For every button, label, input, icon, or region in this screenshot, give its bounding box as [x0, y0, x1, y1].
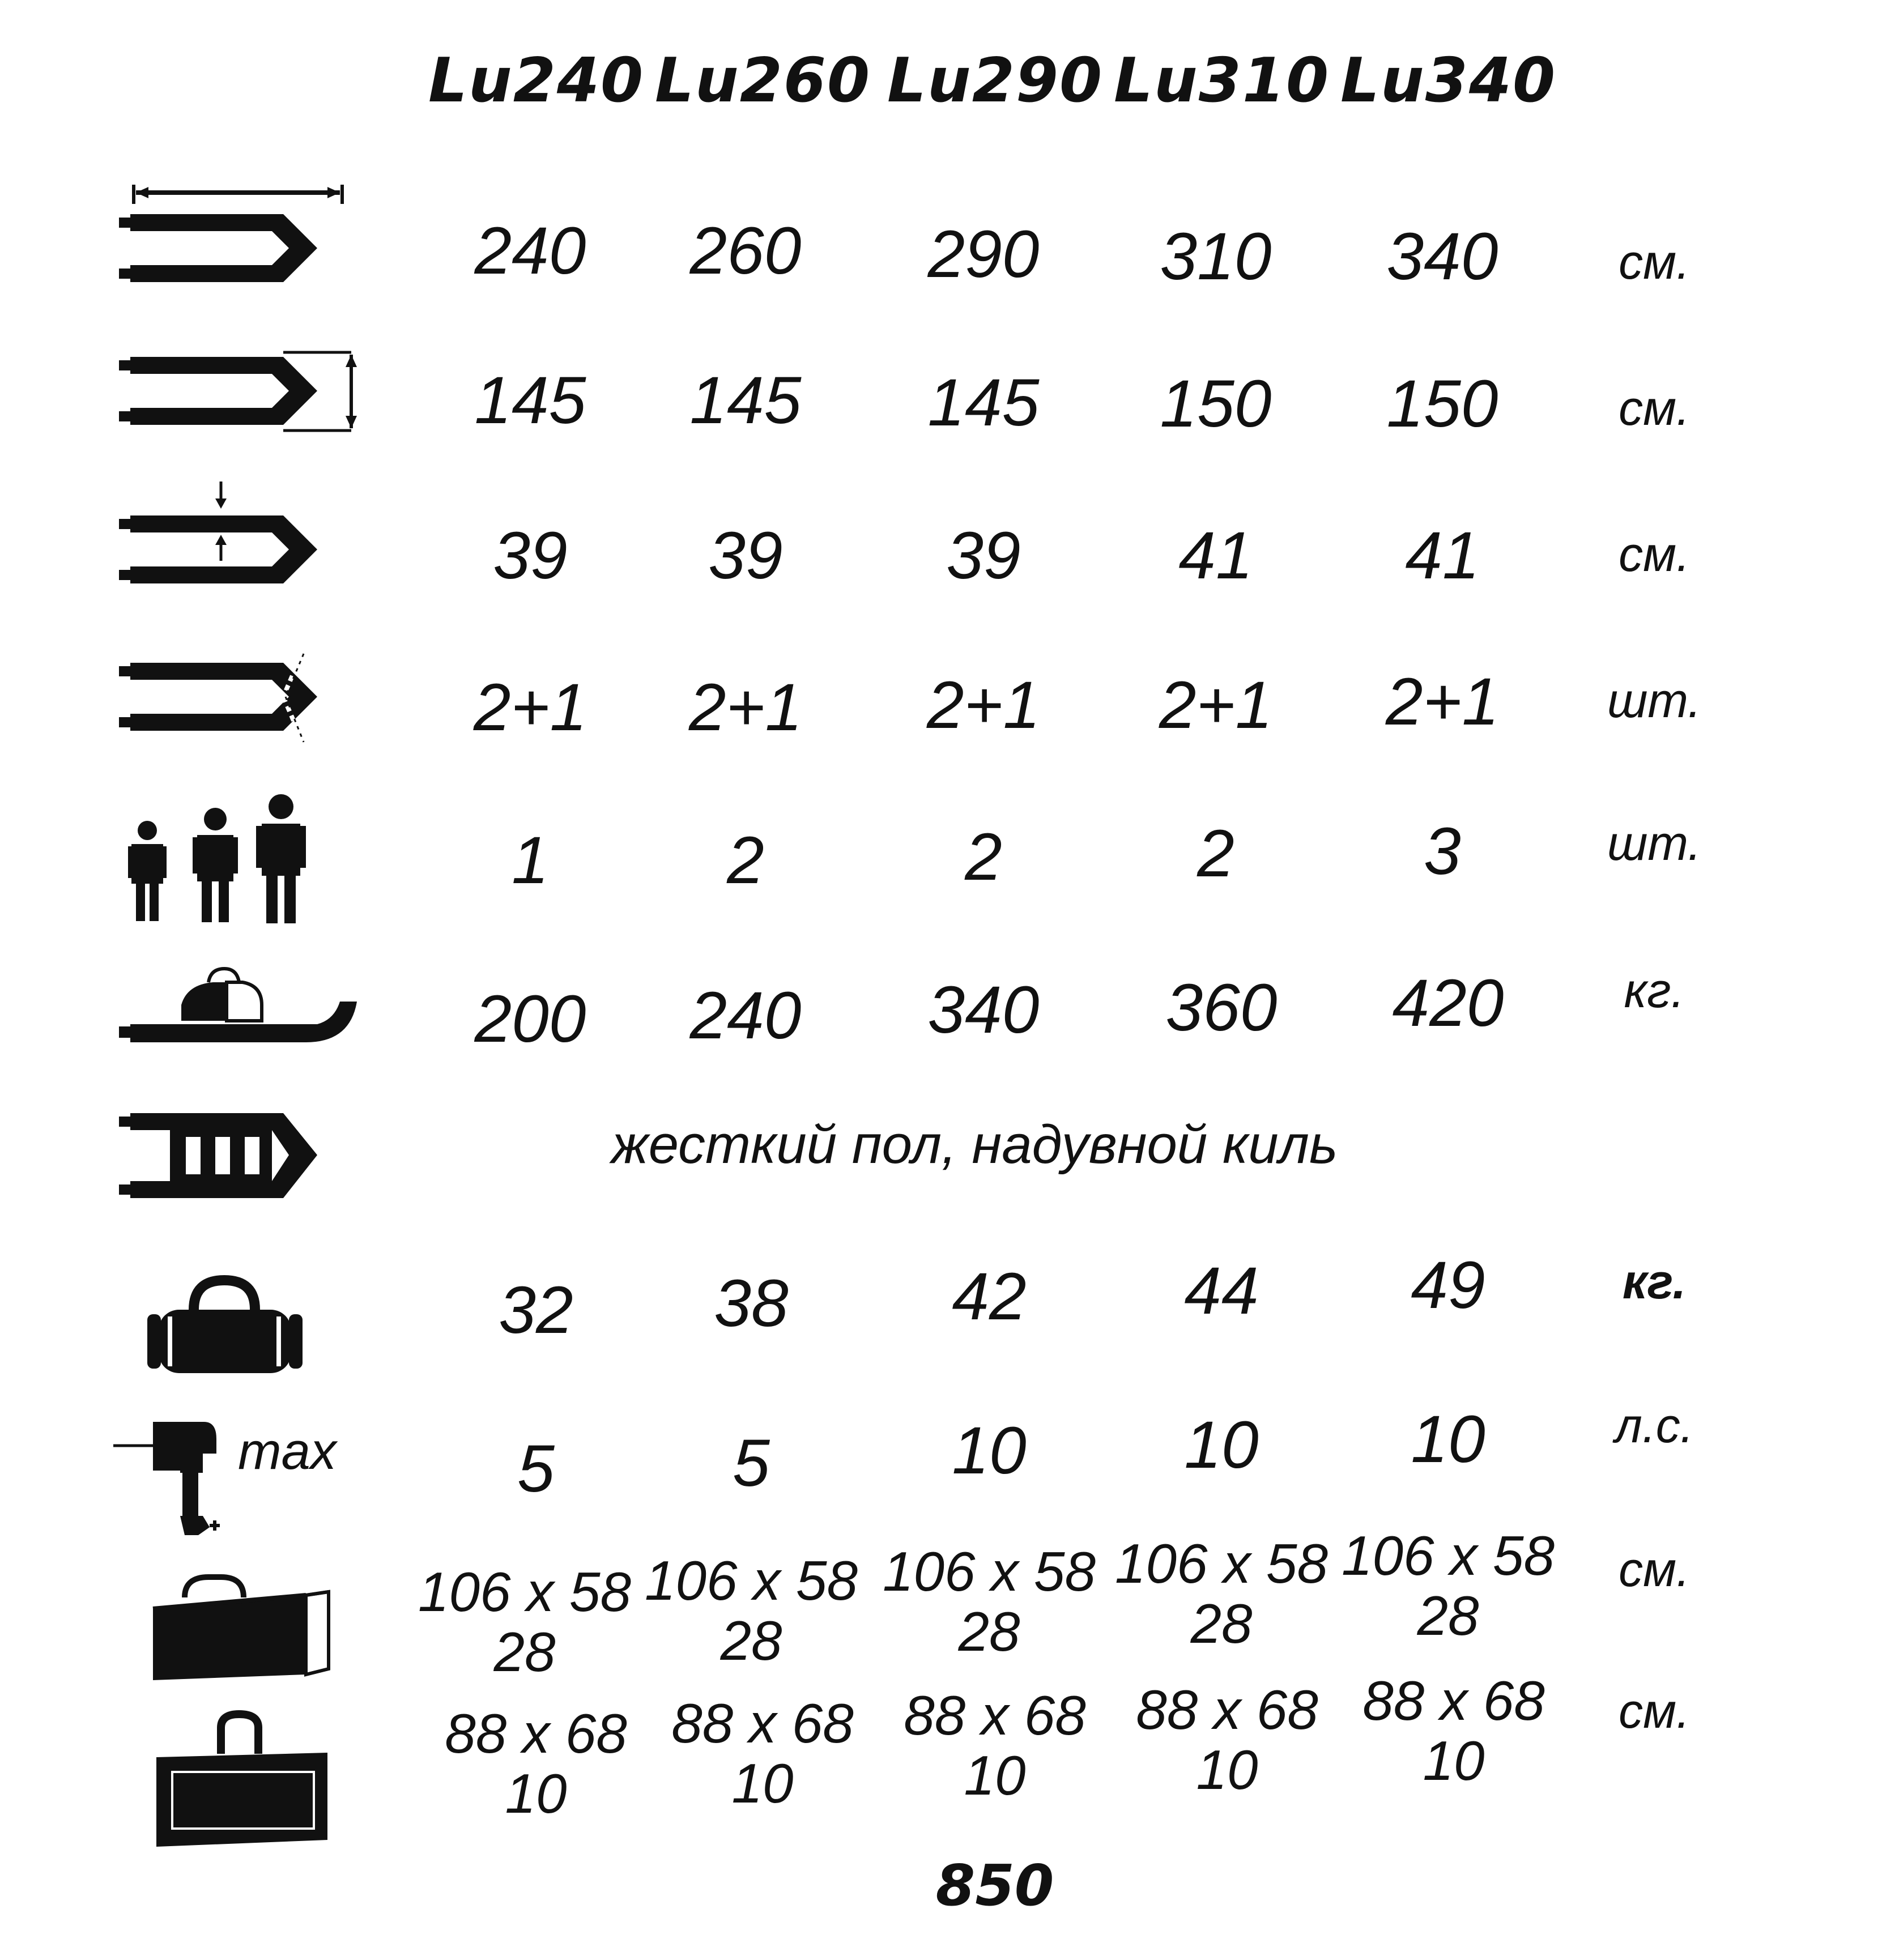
max-label: max: [238, 1422, 337, 1480]
model-header: Lu310: [1114, 45, 1330, 116]
value-cell: 310: [1160, 219, 1272, 294]
value-cell: [882, 1542, 1097, 1662]
model-header: Lu340: [1340, 45, 1557, 116]
unit-label: см.: [1619, 1684, 1690, 1739]
unit-label: см.: [1619, 235, 1690, 289]
value-cell: 240: [474, 214, 586, 288]
value-cell: 145: [927, 365, 1040, 440]
package-depth: 28: [1417, 1584, 1479, 1647]
value-cell: 2+1: [1385, 664, 1500, 739]
value-cell: 240: [689, 978, 802, 1053]
boat-weight-bag-icon: [113, 1269, 329, 1382]
value-cell: [655, 1694, 870, 1814]
value-cell: 42: [952, 1259, 1027, 1334]
value-cell: 1: [512, 823, 549, 898]
value-cell: 2+1: [473, 670, 587, 745]
value-cell: 150: [1386, 367, 1498, 441]
value-cell: 2: [727, 823, 764, 898]
floor-type-note: жесткий пол, надувной киль: [611, 1114, 1338, 1175]
package-dims: 106 x 58: [418, 1561, 631, 1623]
value-cell: 39: [493, 518, 568, 593]
value-cell: [428, 1704, 644, 1824]
value-cell: 145: [474, 363, 586, 438]
floor-bag-depth: 10: [731, 1752, 794, 1814]
value-cell: 360: [1165, 970, 1278, 1045]
page-number: 850: [935, 1852, 1054, 1919]
unit-label: кг.: [1622, 1255, 1687, 1309]
unit-label: кг.: [1624, 964, 1685, 1018]
boat-width-icon: [113, 346, 363, 448]
value-cell: 38: [714, 1266, 789, 1341]
floor-bag-dims: 88 x 68: [671, 1692, 854, 1754]
value-cell: 260: [689, 214, 802, 288]
unit-label: см.: [1619, 381, 1690, 436]
value-cell: 41: [1178, 518, 1253, 593]
floor-bag-depth: 10: [1423, 1729, 1485, 1792]
value-cell: 10: [952, 1413, 1027, 1488]
value-cell: [1119, 1680, 1335, 1800]
floor-type-icon: [113, 1107, 351, 1209]
tube-diameter-icon: [113, 482, 351, 606]
value-cell: 49: [1411, 1248, 1485, 1323]
value-cell: 420: [1392, 966, 1504, 1041]
package-depth: 28: [958, 1600, 1020, 1663]
model-header: Lu260: [655, 45, 871, 116]
air-chambers-icon: [113, 651, 351, 765]
value-cell: 2: [1197, 816, 1234, 891]
floor-bag-dims: 88 x 68: [1362, 1669, 1545, 1732]
value-cell: [644, 1551, 859, 1671]
value-cell: [1346, 1671, 1561, 1791]
value-cell: 2+1: [688, 670, 803, 745]
package-depth: 28: [720, 1609, 782, 1672]
value-cell: 39: [946, 518, 1021, 593]
package-depth: 28: [493, 1620, 556, 1683]
value-cell: 290: [927, 217, 1040, 292]
boat-length-icon: [113, 181, 351, 295]
value-cell: 2+1: [926, 668, 1041, 743]
package-box-icon: [113, 1563, 340, 1688]
value-cell: 2+1: [1159, 668, 1273, 743]
passengers-icon: [113, 793, 317, 929]
package-dims: 106 x 58: [645, 1549, 858, 1612]
value-cell: 150: [1160, 367, 1272, 441]
outboard-motor-icon: [113, 1416, 238, 1541]
unit-label: см.: [1619, 1543, 1690, 1597]
floor-bag-icon: [113, 1705, 340, 1852]
value-cell: 2: [965, 820, 1002, 894]
unit-label: шт.: [1607, 674, 1701, 728]
floor-bag-depth: 10: [1196, 1738, 1258, 1801]
value-cell: [1114, 1534, 1329, 1654]
model-header: Lu290: [887, 45, 1104, 116]
floor-bag-dims: 88 x 68: [904, 1684, 1086, 1746]
floor-bag-depth: 10: [505, 1762, 567, 1825]
value-cell: 5: [733, 1426, 770, 1501]
value-cell: 340: [927, 973, 1040, 1047]
value-cell: 32: [499, 1273, 573, 1348]
value-cell: 5: [517, 1431, 555, 1506]
package-depth: 28: [1190, 1592, 1253, 1655]
load-capacity-icon: [113, 957, 363, 1065]
floor-bag-dims: 88 x 68: [445, 1702, 627, 1765]
value-cell: 39: [708, 518, 783, 593]
floor-bag-depth: 10: [964, 1744, 1026, 1806]
value-cell: 41: [1405, 518, 1480, 593]
value-cell: [417, 1562, 632, 1682]
unit-label: см.: [1619, 527, 1690, 582]
value-cell: 44: [1184, 1254, 1259, 1328]
unit-label: л.с.: [1615, 1399, 1694, 1453]
model-header: Lu240: [428, 45, 645, 116]
value-cell: 3: [1424, 814, 1461, 889]
floor-bag-dims: 88 x 68: [1136, 1678, 1318, 1741]
value-cell: 10: [1184, 1408, 1259, 1482]
value-cell: [1340, 1526, 1556, 1646]
value-cell: [887, 1686, 1102, 1806]
package-dims: 106 x 58: [1115, 1532, 1328, 1595]
value-cell: 145: [689, 363, 802, 438]
value-cell: 340: [1386, 219, 1498, 294]
package-dims: 106 x 58: [1342, 1524, 1555, 1587]
value-cell: 10: [1411, 1402, 1485, 1477]
package-dims: 106 x 58: [883, 1540, 1096, 1603]
value-cell: 200: [474, 982, 586, 1056]
unit-label: шт.: [1607, 816, 1701, 871]
